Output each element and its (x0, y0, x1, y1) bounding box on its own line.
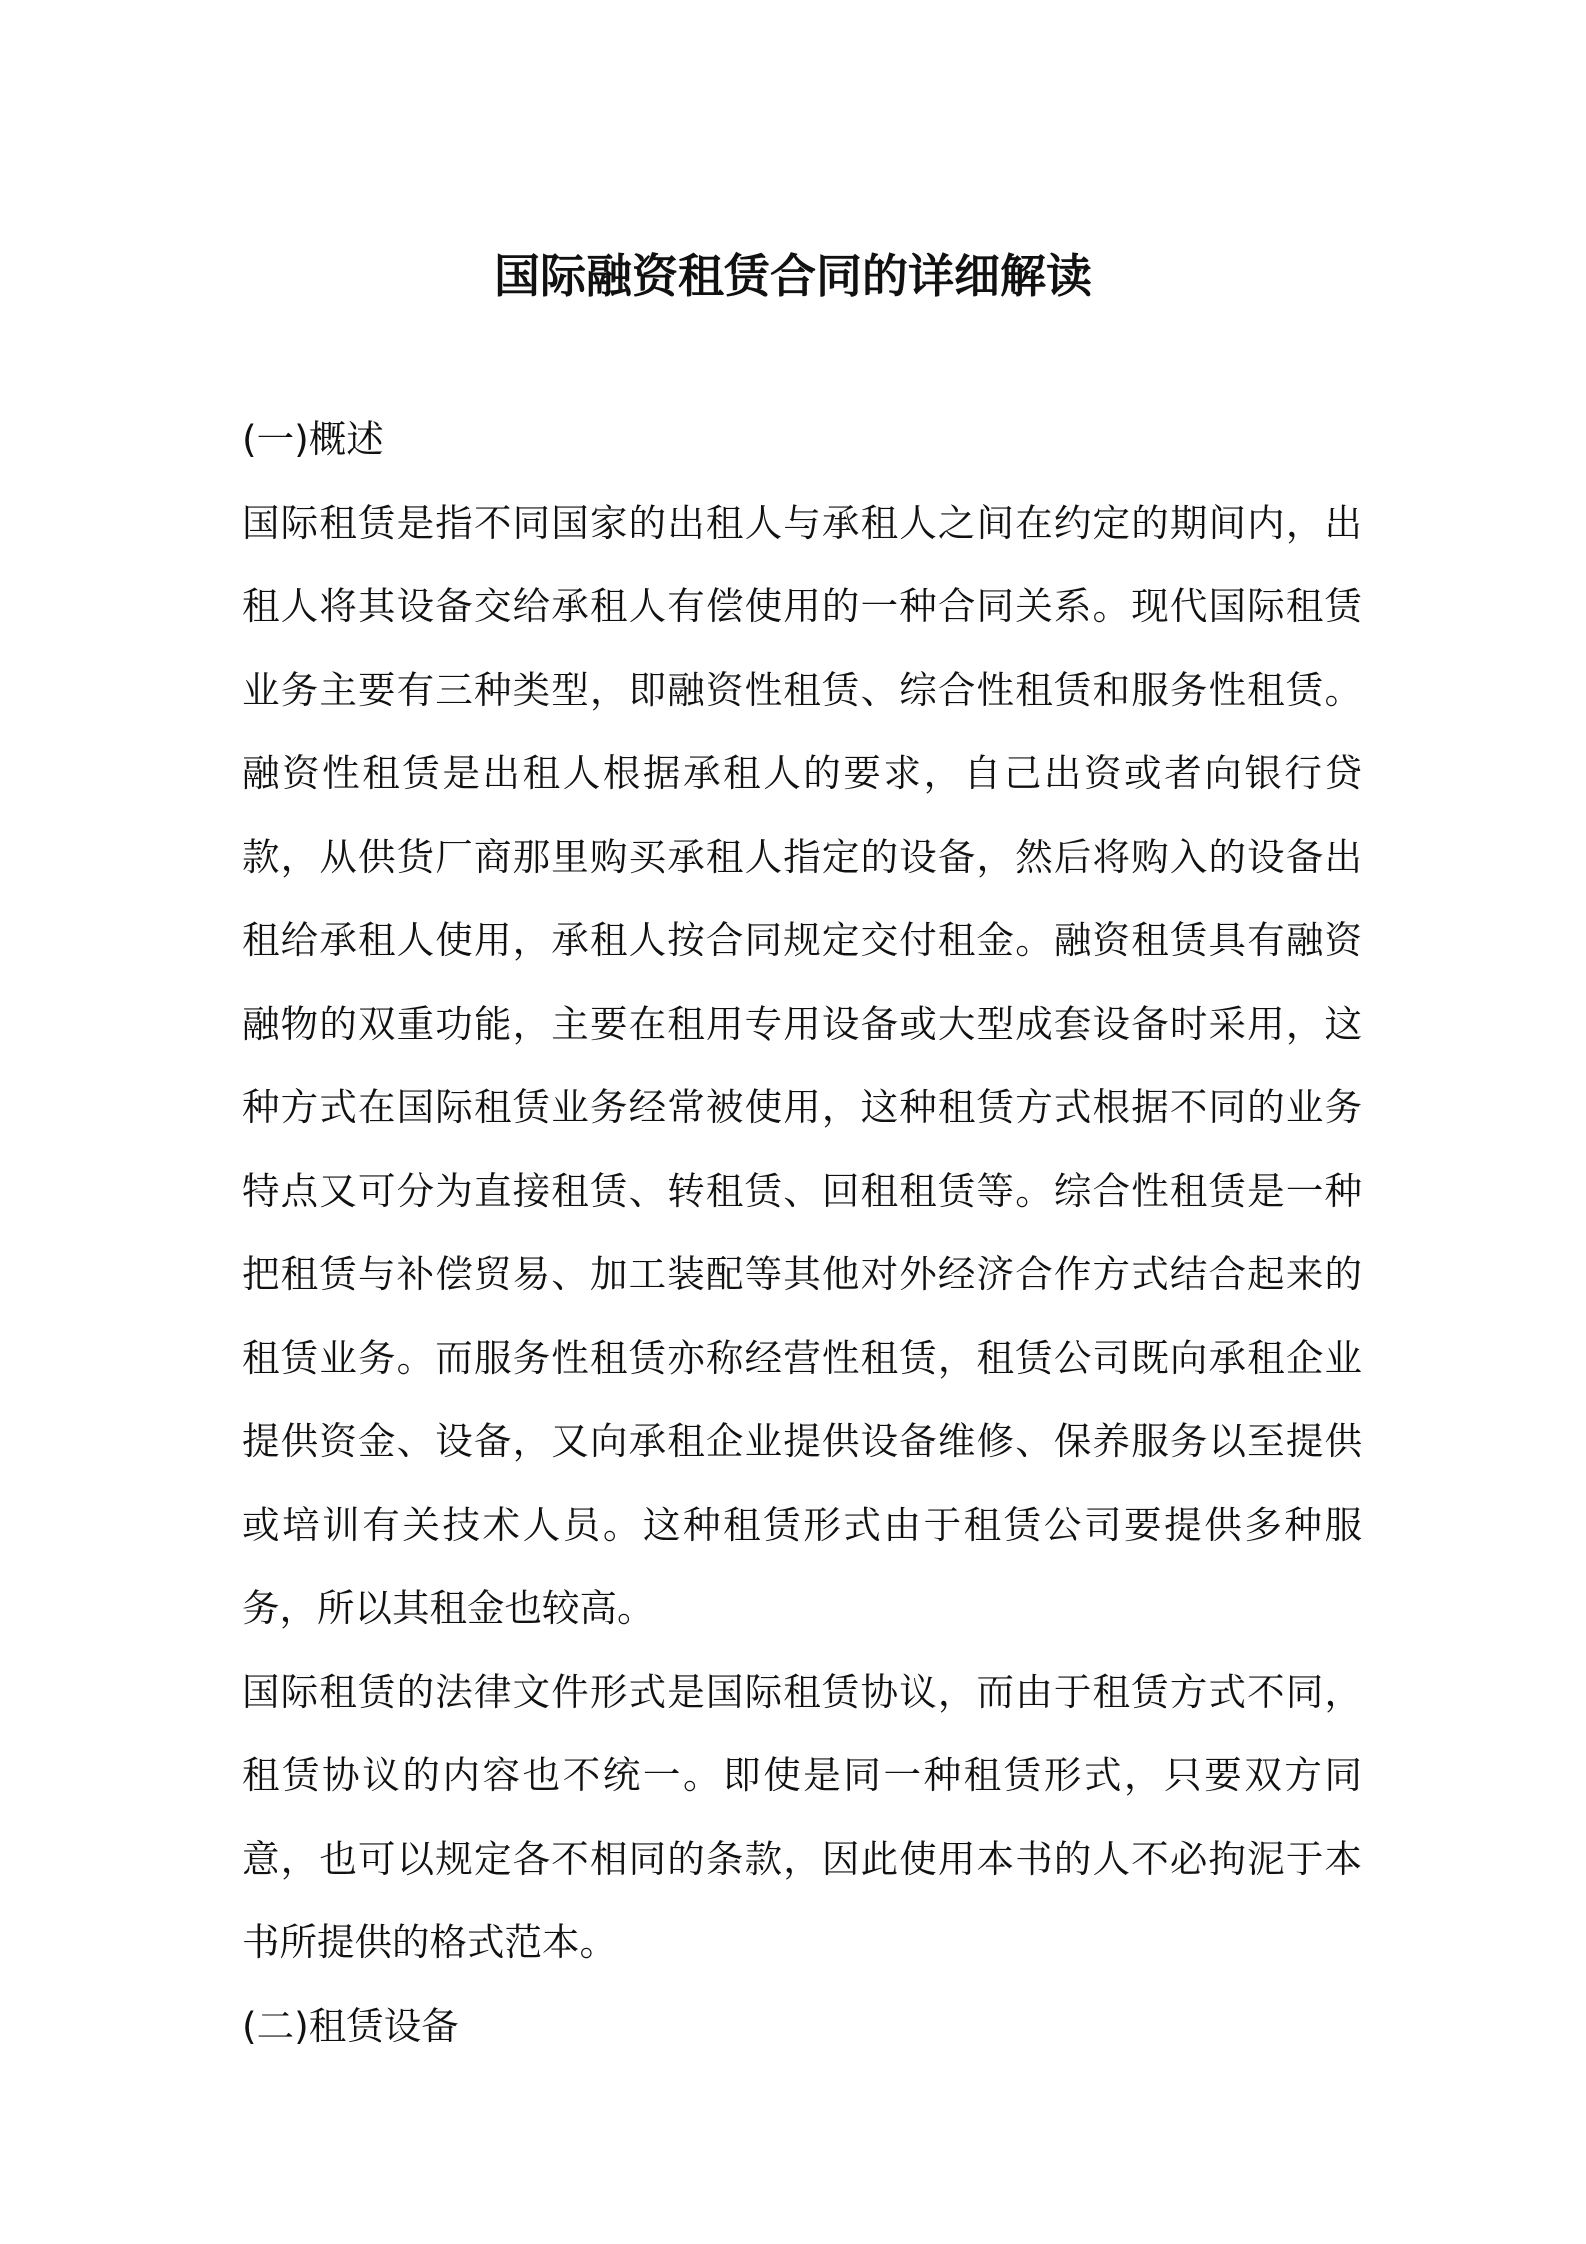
paragraph-overview-1: 国际租赁是指不同国家的出租人与承租人之间在约定的期间内，出租人将其设备交给承租人有偿使用的一种合同关系。现代国际租赁业务主要有三种类型，即融资性租赁、综合性租赁和服务性租赁。融资性租赁是出租人根据承租人的要求，自己出资或者向银行贷款，从供货厂商那里购买承租人指定的设备，然后将购入的设备出租给承租人使用，承租人按合同规定交付租金。融资租赁具有融资融物的双重功能，主要在租用专用设备或大型成套设备时采用，这种方式在国际租赁业务经常被使用，这种租赁方式根据不同的业务特点又可分为直接租赁、转租赁、回租租赁等。综合性租赁是一种把租赁与补偿贸易、加工装配等其他对外经济合作方式结合起来的租赁业务。而服务性租赁亦称经营性租赁，租赁公司既向承租企业提供资金、设备，又向承租企业提供设备维修、保养服务以至提供或培训有关技术人员。这种租赁形式由于租赁公司要提供多种服务，所以其租金也较高。 (242, 500, 1362, 1630)
section-heading-overview: (一)概述 (242, 417, 384, 461)
section-heading-leased-equipment: (二)租赁设备 (242, 2003, 459, 2048)
document-title: 国际融资租赁合同的详细解读 (494, 248, 1092, 303)
document-body (242, 398, 1362, 2068)
paragraph-overview-2: 国际租赁的法律文件形式是国际租赁协议，而由于租赁方式不同，租赁协议的内容也不统一。即使是同一种租赁形式，只要双方同意，也可以规定各不相同的条款，因此使用本书的人不必拘泥于本书所提供的格式范本。 (242, 1669, 1362, 1964)
